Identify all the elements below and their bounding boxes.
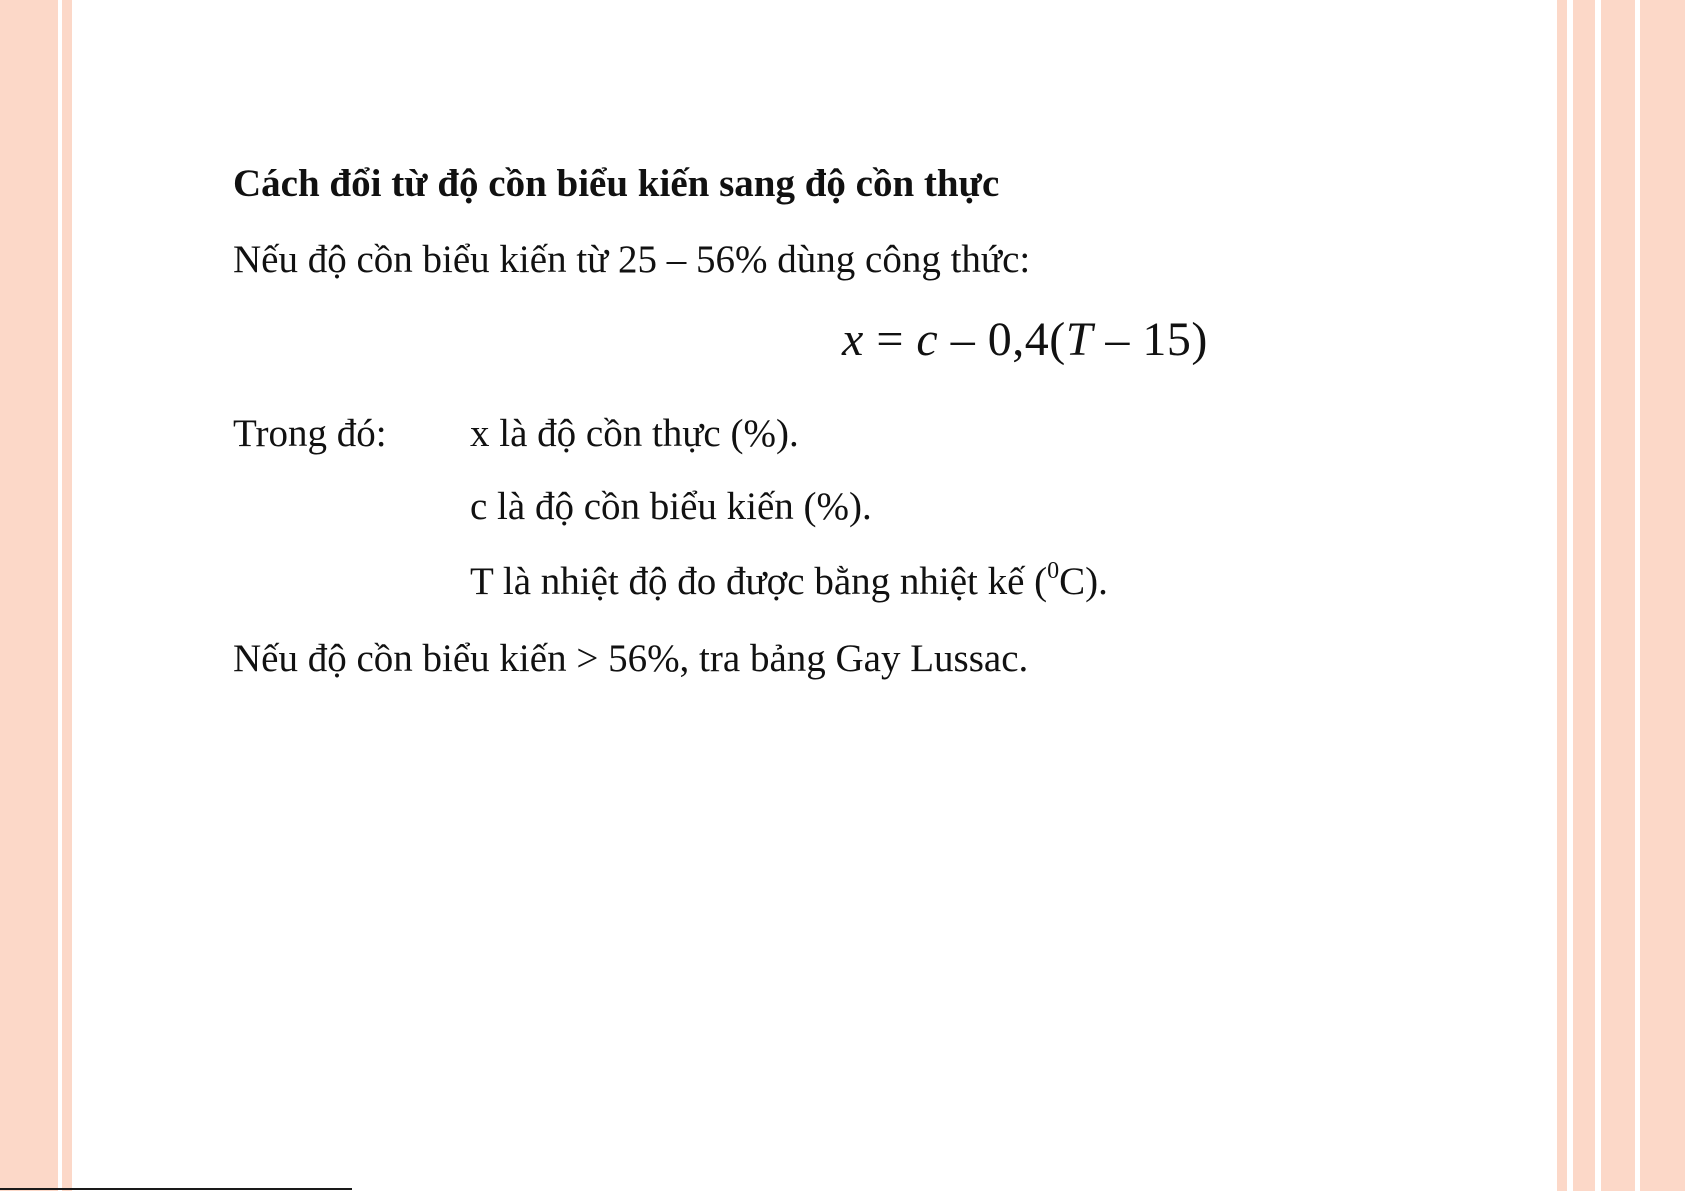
intro-text: Nếu độ cồn biểu kiến từ 25 – 56% dùng công thức: [233, 238, 1031, 281]
left-border-band [0, 0, 58, 1191]
degree-superscript: 0 [1047, 558, 1060, 584]
formula-tail: – 15) [1092, 313, 1208, 366]
formula-var-x: x [842, 313, 864, 366]
left-border-stripe [62, 0, 72, 1191]
conclusion-text: Nếu độ cồn biểu kiến > 56%, tra bảng Gay Lussac. [233, 637, 1029, 680]
slide-title: Cách đổi từ độ cồn biểu kiến sang độ cồn thực [233, 162, 1000, 205]
definition-t [470, 558, 1108, 603]
right-border-stripe-1 [1557, 0, 1567, 1191]
right-border-stripe-2 [1573, 0, 1595, 1191]
right-border-stripe-3 [1601, 0, 1635, 1191]
formula-var-c: c [916, 313, 939, 366]
definition-c: c là độ cồn biểu kiến (%). [470, 485, 872, 528]
formula-equals: = [863, 313, 917, 366]
bottom-rule [0, 1188, 352, 1190]
definition-t-unit: C). [1059, 560, 1108, 603]
definition-x: x là độ cồn thực (%). [470, 412, 799, 455]
definitions-label: Trong đó: [233, 412, 387, 455]
right-border-stripe-4 [1640, 0, 1685, 1191]
formula-var-t: T [1065, 313, 1093, 366]
formula [842, 313, 1208, 366]
formula-constant: – 0,4( [938, 313, 1066, 366]
definition-t-text: T là nhiệt độ đo được bằng nhiệt kế ( [470, 560, 1048, 603]
